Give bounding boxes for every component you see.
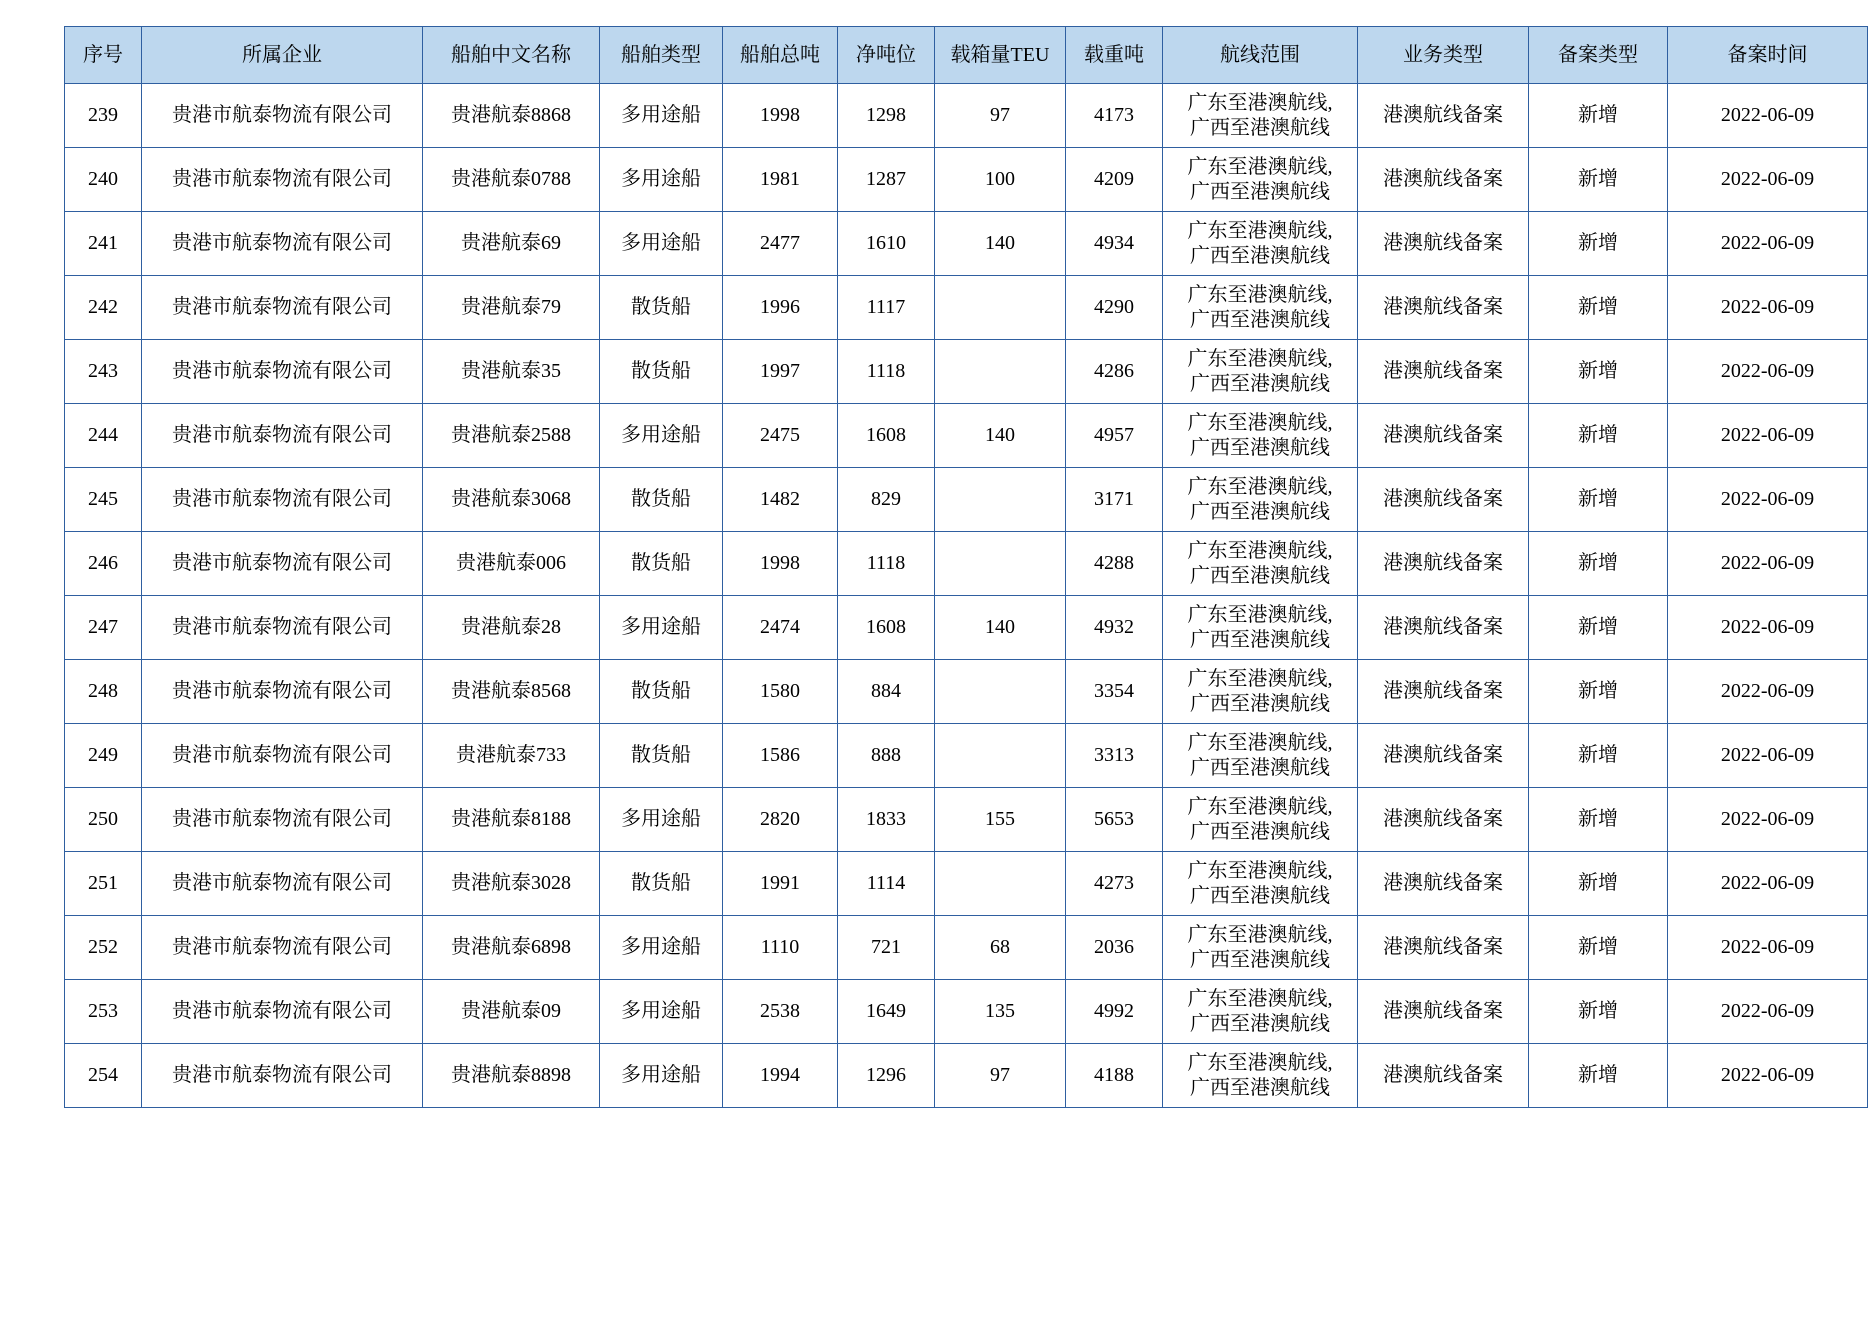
cell-gross-tonnage: 1998 bbox=[723, 532, 838, 596]
table-row bbox=[65, 788, 1868, 852]
cell-deadweight: 4932 bbox=[1066, 596, 1163, 660]
cell-index: 239 bbox=[65, 84, 142, 148]
cell-ship-type: 多用途船 bbox=[600, 788, 723, 852]
cell-index: 248 bbox=[65, 660, 142, 724]
cell-deadweight: 2036 bbox=[1066, 916, 1163, 980]
table-row bbox=[65, 532, 1868, 596]
route-line-2: 广西至港澳航线 bbox=[1190, 628, 1330, 651]
cell-company: 贵港市航泰物流有限公司 bbox=[142, 724, 423, 788]
cell-record-type: 新增 bbox=[1529, 148, 1668, 212]
cell-record-date: 2022-06-09 bbox=[1668, 724, 1868, 788]
cell-ship-name: 贵港航泰2588 bbox=[423, 404, 600, 468]
table-row bbox=[65, 148, 1868, 212]
cell-gross-tonnage: 2477 bbox=[723, 212, 838, 276]
cell-gross-tonnage: 1580 bbox=[723, 660, 838, 724]
cell-ship-type: 散货船 bbox=[600, 660, 723, 724]
route-line-1: 广东至港澳航线, bbox=[1187, 155, 1333, 178]
table-header bbox=[65, 27, 1868, 84]
cell-gross-tonnage: 1996 bbox=[723, 276, 838, 340]
cell-record-type: 新增 bbox=[1529, 596, 1668, 660]
table-row bbox=[65, 660, 1868, 724]
route-line-2: 广西至港澳航线 bbox=[1190, 820, 1330, 843]
cell-business-type: 港澳航线备案 bbox=[1358, 532, 1529, 596]
cell-teu: 140 bbox=[935, 404, 1066, 468]
cell-net-tonnage: 1296 bbox=[838, 1044, 935, 1108]
cell-company: 贵港市航泰物流有限公司 bbox=[142, 276, 423, 340]
cell-deadweight: 4992 bbox=[1066, 980, 1163, 1044]
cell-company: 贵港市航泰物流有限公司 bbox=[142, 660, 423, 724]
table-row bbox=[65, 340, 1868, 404]
cell-record-date: 2022-06-09 bbox=[1668, 852, 1868, 916]
cell-teu bbox=[935, 532, 1066, 596]
route-line-2: 广西至港澳航线 bbox=[1190, 884, 1330, 907]
route-line-2: 广西至港澳航线 bbox=[1190, 692, 1330, 715]
cell-net-tonnage: 1608 bbox=[838, 404, 935, 468]
route-line-2: 广西至港澳航线 bbox=[1190, 1012, 1330, 1035]
cell-record-type: 新增 bbox=[1529, 84, 1668, 148]
cell-teu bbox=[935, 660, 1066, 724]
cell-ship-name: 贵港航泰09 bbox=[423, 980, 600, 1044]
route-line-2: 广西至港澳航线 bbox=[1190, 372, 1330, 395]
route-line-1: 广东至港澳航线, bbox=[1187, 1051, 1333, 1074]
cell-ship-type: 多用途船 bbox=[600, 148, 723, 212]
route-line-1: 广东至港澳航线, bbox=[1187, 219, 1333, 242]
cell-business-type: 港澳航线备案 bbox=[1358, 1044, 1529, 1108]
route-line-1: 广东至港澳航线, bbox=[1187, 667, 1333, 690]
cell-record-type: 新增 bbox=[1529, 788, 1668, 852]
cell-record-date: 2022-06-09 bbox=[1668, 532, 1868, 596]
cell-net-tonnage: 1114 bbox=[838, 852, 935, 916]
ship-record-table bbox=[64, 26, 1868, 1108]
cell-ship-name: 贵港航泰0788 bbox=[423, 148, 600, 212]
route-line-2: 广西至港澳航线 bbox=[1190, 500, 1330, 523]
cell-record-date: 2022-06-09 bbox=[1668, 660, 1868, 724]
route-line-1: 广东至港澳航线, bbox=[1187, 923, 1333, 946]
cell-record-type: 新增 bbox=[1529, 1044, 1668, 1108]
cell-index: 245 bbox=[65, 468, 142, 532]
route-line-1: 广东至港澳航线, bbox=[1187, 539, 1333, 562]
cell-route-range bbox=[1163, 660, 1358, 724]
table-row bbox=[65, 404, 1868, 468]
cell-ship-type: 多用途船 bbox=[600, 84, 723, 148]
route-line-2: 广西至港澳航线 bbox=[1190, 308, 1330, 331]
cell-company: 贵港市航泰物流有限公司 bbox=[142, 84, 423, 148]
table-row bbox=[65, 468, 1868, 532]
column-header-net-tonnage: 净吨位 bbox=[838, 27, 935, 84]
cell-company: 贵港市航泰物流有限公司 bbox=[142, 788, 423, 852]
cell-net-tonnage: 1118 bbox=[838, 340, 935, 404]
cell-teu: 100 bbox=[935, 148, 1066, 212]
route-line-1: 广东至港澳航线, bbox=[1187, 91, 1333, 114]
column-header-business-type: 业务类型 bbox=[1358, 27, 1529, 84]
cell-record-date: 2022-06-09 bbox=[1668, 468, 1868, 532]
column-header-deadweight: 载重吨 bbox=[1066, 27, 1163, 84]
cell-ship-type: 散货船 bbox=[600, 852, 723, 916]
cell-gross-tonnage: 1991 bbox=[723, 852, 838, 916]
route-line-1: 广东至港澳航线, bbox=[1187, 731, 1333, 754]
cell-ship-name: 贵港航泰8898 bbox=[423, 1044, 600, 1108]
column-header-gross-tonnage: 船舶总吨 bbox=[723, 27, 838, 84]
cell-deadweight: 4188 bbox=[1066, 1044, 1163, 1108]
route-line-2: 广西至港澳航线 bbox=[1190, 244, 1330, 267]
cell-net-tonnage: 1608 bbox=[838, 596, 935, 660]
table-row bbox=[65, 84, 1868, 148]
cell-net-tonnage: 884 bbox=[838, 660, 935, 724]
cell-gross-tonnage: 1994 bbox=[723, 1044, 838, 1108]
cell-company: 贵港市航泰物流有限公司 bbox=[142, 980, 423, 1044]
cell-route-range bbox=[1163, 276, 1358, 340]
cell-business-type: 港澳航线备案 bbox=[1358, 148, 1529, 212]
cell-ship-name: 贵港航泰006 bbox=[423, 532, 600, 596]
cell-teu: 155 bbox=[935, 788, 1066, 852]
cell-business-type: 港澳航线备案 bbox=[1358, 84, 1529, 148]
table-row bbox=[65, 596, 1868, 660]
cell-record-date: 2022-06-09 bbox=[1668, 84, 1868, 148]
cell-company: 贵港市航泰物流有限公司 bbox=[142, 916, 423, 980]
cell-business-type: 港澳航线备案 bbox=[1358, 660, 1529, 724]
cell-ship-type: 多用途船 bbox=[600, 1044, 723, 1108]
cell-record-date: 2022-06-09 bbox=[1668, 916, 1868, 980]
cell-teu: 68 bbox=[935, 916, 1066, 980]
route-line-1: 广东至港澳航线, bbox=[1187, 795, 1333, 818]
cell-record-type: 新增 bbox=[1529, 468, 1668, 532]
cell-route-range bbox=[1163, 212, 1358, 276]
cell-teu: 135 bbox=[935, 980, 1066, 1044]
cell-net-tonnage: 721 bbox=[838, 916, 935, 980]
cell-route-range bbox=[1163, 596, 1358, 660]
cell-ship-name: 贵港航泰35 bbox=[423, 340, 600, 404]
cell-record-type: 新增 bbox=[1529, 916, 1668, 980]
cell-record-type: 新增 bbox=[1529, 340, 1668, 404]
column-header-index: 序号 bbox=[65, 27, 142, 84]
cell-ship-name: 贵港航泰8568 bbox=[423, 660, 600, 724]
cell-gross-tonnage: 1482 bbox=[723, 468, 838, 532]
cell-index: 247 bbox=[65, 596, 142, 660]
cell-deadweight: 4273 bbox=[1066, 852, 1163, 916]
route-line-2: 广西至港澳航线 bbox=[1190, 756, 1330, 779]
cell-net-tonnage: 829 bbox=[838, 468, 935, 532]
cell-business-type: 港澳航线备案 bbox=[1358, 724, 1529, 788]
cell-route-range bbox=[1163, 724, 1358, 788]
cell-deadweight: 4290 bbox=[1066, 276, 1163, 340]
cell-index: 249 bbox=[65, 724, 142, 788]
cell-gross-tonnage: 1110 bbox=[723, 916, 838, 980]
cell-route-range bbox=[1163, 148, 1358, 212]
cell-business-type: 港澳航线备案 bbox=[1358, 404, 1529, 468]
cell-ship-name: 贵港航泰79 bbox=[423, 276, 600, 340]
cell-ship-name: 贵港航泰69 bbox=[423, 212, 600, 276]
cell-net-tonnage: 1118 bbox=[838, 532, 935, 596]
cell-record-type: 新增 bbox=[1529, 724, 1668, 788]
cell-gross-tonnage: 2474 bbox=[723, 596, 838, 660]
cell-ship-type: 多用途船 bbox=[600, 596, 723, 660]
cell-net-tonnage: 1649 bbox=[838, 980, 935, 1044]
cell-record-date: 2022-06-09 bbox=[1668, 596, 1868, 660]
cell-net-tonnage: 1833 bbox=[838, 788, 935, 852]
cell-net-tonnage: 1298 bbox=[838, 84, 935, 148]
cell-index: 240 bbox=[65, 148, 142, 212]
cell-deadweight: 4957 bbox=[1066, 404, 1163, 468]
route-line-1: 广东至港澳航线, bbox=[1187, 283, 1333, 306]
cell-ship-name: 贵港航泰3068 bbox=[423, 468, 600, 532]
route-line-2: 广西至港澳航线 bbox=[1190, 436, 1330, 459]
cell-index: 243 bbox=[65, 340, 142, 404]
cell-index: 246 bbox=[65, 532, 142, 596]
column-header-teu: 载箱量TEU bbox=[935, 27, 1066, 84]
cell-company: 贵港市航泰物流有限公司 bbox=[142, 532, 423, 596]
cell-record-date: 2022-06-09 bbox=[1668, 788, 1868, 852]
cell-business-type: 港澳航线备案 bbox=[1358, 852, 1529, 916]
cell-gross-tonnage: 2475 bbox=[723, 404, 838, 468]
cell-teu: 97 bbox=[935, 1044, 1066, 1108]
cell-record-type: 新增 bbox=[1529, 980, 1668, 1044]
cell-index: 242 bbox=[65, 276, 142, 340]
cell-gross-tonnage: 2820 bbox=[723, 788, 838, 852]
cell-ship-type: 散货船 bbox=[600, 276, 723, 340]
cell-index: 254 bbox=[65, 1044, 142, 1108]
cell-record-type: 新增 bbox=[1529, 404, 1668, 468]
cell-ship-type: 散货船 bbox=[600, 468, 723, 532]
cell-ship-type: 散货船 bbox=[600, 724, 723, 788]
table-body bbox=[65, 84, 1868, 1108]
cell-record-date: 2022-06-09 bbox=[1668, 980, 1868, 1044]
route-line-1: 广东至港澳航线, bbox=[1187, 859, 1333, 882]
cell-deadweight: 3313 bbox=[1066, 724, 1163, 788]
cell-gross-tonnage: 1997 bbox=[723, 340, 838, 404]
cell-teu bbox=[935, 340, 1066, 404]
cell-record-date: 2022-06-09 bbox=[1668, 404, 1868, 468]
cell-deadweight: 4209 bbox=[1066, 148, 1163, 212]
cell-deadweight: 5653 bbox=[1066, 788, 1163, 852]
route-line-2: 广西至港澳航线 bbox=[1190, 180, 1330, 203]
table-row bbox=[65, 1044, 1868, 1108]
cell-record-type: 新增 bbox=[1529, 532, 1668, 596]
cell-record-date: 2022-06-09 bbox=[1668, 340, 1868, 404]
route-line-2: 广西至港澳航线 bbox=[1190, 948, 1330, 971]
cell-record-type: 新增 bbox=[1529, 276, 1668, 340]
cell-route-range bbox=[1163, 532, 1358, 596]
cell-business-type: 港澳航线备案 bbox=[1358, 340, 1529, 404]
cell-ship-name: 贵港航泰733 bbox=[423, 724, 600, 788]
cell-route-range bbox=[1163, 84, 1358, 148]
cell-ship-type: 多用途船 bbox=[600, 980, 723, 1044]
cell-record-date: 2022-06-09 bbox=[1668, 148, 1868, 212]
cell-index: 250 bbox=[65, 788, 142, 852]
cell-ship-type: 散货船 bbox=[600, 340, 723, 404]
cell-teu: 140 bbox=[935, 212, 1066, 276]
route-line-1: 广东至港澳航线, bbox=[1187, 987, 1333, 1010]
cell-deadweight: 3354 bbox=[1066, 660, 1163, 724]
cell-index: 241 bbox=[65, 212, 142, 276]
route-line-1: 广东至港澳航线, bbox=[1187, 475, 1333, 498]
table-row bbox=[65, 916, 1868, 980]
cell-ship-name: 贵港航泰8868 bbox=[423, 84, 600, 148]
cell-company: 贵港市航泰物流有限公司 bbox=[142, 468, 423, 532]
table-row bbox=[65, 724, 1868, 788]
table-header-row bbox=[65, 27, 1868, 84]
cell-business-type: 港澳航线备案 bbox=[1358, 788, 1529, 852]
cell-gross-tonnage: 2538 bbox=[723, 980, 838, 1044]
cell-route-range bbox=[1163, 340, 1358, 404]
cell-record-date: 2022-06-09 bbox=[1668, 212, 1868, 276]
cell-company: 贵港市航泰物流有限公司 bbox=[142, 1044, 423, 1108]
cell-gross-tonnage: 1981 bbox=[723, 148, 838, 212]
cell-record-type: 新增 bbox=[1529, 660, 1668, 724]
cell-ship-type: 多用途船 bbox=[600, 212, 723, 276]
cell-teu bbox=[935, 468, 1066, 532]
route-line-1: 广东至港澳航线, bbox=[1187, 347, 1333, 370]
cell-ship-type: 多用途船 bbox=[600, 404, 723, 468]
cell-ship-type: 散货船 bbox=[600, 532, 723, 596]
cell-deadweight: 4286 bbox=[1066, 340, 1163, 404]
cell-record-type: 新增 bbox=[1529, 852, 1668, 916]
cell-record-type: 新增 bbox=[1529, 212, 1668, 276]
cell-ship-type: 多用途船 bbox=[600, 916, 723, 980]
table-row bbox=[65, 852, 1868, 916]
cell-business-type: 港澳航线备案 bbox=[1358, 596, 1529, 660]
cell-route-range bbox=[1163, 468, 1358, 532]
cell-business-type: 港澳航线备案 bbox=[1358, 276, 1529, 340]
cell-teu: 140 bbox=[935, 596, 1066, 660]
column-header-record-type: 备案类型 bbox=[1529, 27, 1668, 84]
cell-gross-tonnage: 1998 bbox=[723, 84, 838, 148]
cell-company: 贵港市航泰物流有限公司 bbox=[142, 148, 423, 212]
cell-business-type: 港澳航线备案 bbox=[1358, 212, 1529, 276]
cell-teu bbox=[935, 276, 1066, 340]
cell-route-range bbox=[1163, 852, 1358, 916]
cell-record-date: 2022-06-09 bbox=[1668, 276, 1868, 340]
route-line-1: 广东至港澳航线, bbox=[1187, 411, 1333, 434]
route-line-2: 广西至港澳航线 bbox=[1190, 564, 1330, 587]
cell-ship-name: 贵港航泰3028 bbox=[423, 852, 600, 916]
cell-teu bbox=[935, 724, 1066, 788]
cell-net-tonnage: 1610 bbox=[838, 212, 935, 276]
cell-company: 贵港市航泰物流有限公司 bbox=[142, 596, 423, 660]
cell-route-range bbox=[1163, 788, 1358, 852]
cell-index: 252 bbox=[65, 916, 142, 980]
cell-record-date: 2022-06-09 bbox=[1668, 1044, 1868, 1108]
column-header-ship-type: 船舶类型 bbox=[600, 27, 723, 84]
cell-teu bbox=[935, 852, 1066, 916]
cell-ship-name: 贵港航泰28 bbox=[423, 596, 600, 660]
cell-deadweight: 4173 bbox=[1066, 84, 1163, 148]
cell-company: 贵港市航泰物流有限公司 bbox=[142, 404, 423, 468]
table-row bbox=[65, 212, 1868, 276]
cell-net-tonnage: 1117 bbox=[838, 276, 935, 340]
cell-company: 贵港市航泰物流有限公司 bbox=[142, 212, 423, 276]
cell-route-range bbox=[1163, 916, 1358, 980]
cell-route-range bbox=[1163, 980, 1358, 1044]
cell-index: 253 bbox=[65, 980, 142, 1044]
table-row bbox=[65, 980, 1868, 1044]
cell-business-type: 港澳航线备案 bbox=[1358, 468, 1529, 532]
cell-route-range bbox=[1163, 1044, 1358, 1108]
column-header-ship-name: 船舶中文名称 bbox=[423, 27, 600, 84]
cell-deadweight: 3171 bbox=[1066, 468, 1163, 532]
cell-index: 251 bbox=[65, 852, 142, 916]
cell-business-type: 港澳航线备案 bbox=[1358, 916, 1529, 980]
route-line-2: 广西至港澳航线 bbox=[1190, 116, 1330, 139]
column-header-record-date: 备案时间 bbox=[1668, 27, 1868, 84]
cell-company: 贵港市航泰物流有限公司 bbox=[142, 340, 423, 404]
cell-net-tonnage: 1287 bbox=[838, 148, 935, 212]
cell-company: 贵港市航泰物流有限公司 bbox=[142, 852, 423, 916]
route-line-2: 广西至港澳航线 bbox=[1190, 1076, 1330, 1099]
cell-ship-name: 贵港航泰6898 bbox=[423, 916, 600, 980]
column-header-route-range: 航线范围 bbox=[1163, 27, 1358, 84]
cell-ship-name: 贵港航泰8188 bbox=[423, 788, 600, 852]
cell-index: 244 bbox=[65, 404, 142, 468]
cell-teu: 97 bbox=[935, 84, 1066, 148]
cell-gross-tonnage: 1586 bbox=[723, 724, 838, 788]
cell-business-type: 港澳航线备案 bbox=[1358, 980, 1529, 1044]
cell-deadweight: 4288 bbox=[1066, 532, 1163, 596]
column-header-company: 所属企业 bbox=[142, 27, 423, 84]
table-row bbox=[65, 276, 1868, 340]
cell-deadweight: 4934 bbox=[1066, 212, 1163, 276]
cell-net-tonnage: 888 bbox=[838, 724, 935, 788]
route-line-1: 广东至港澳航线, bbox=[1187, 603, 1333, 626]
cell-route-range bbox=[1163, 404, 1358, 468]
